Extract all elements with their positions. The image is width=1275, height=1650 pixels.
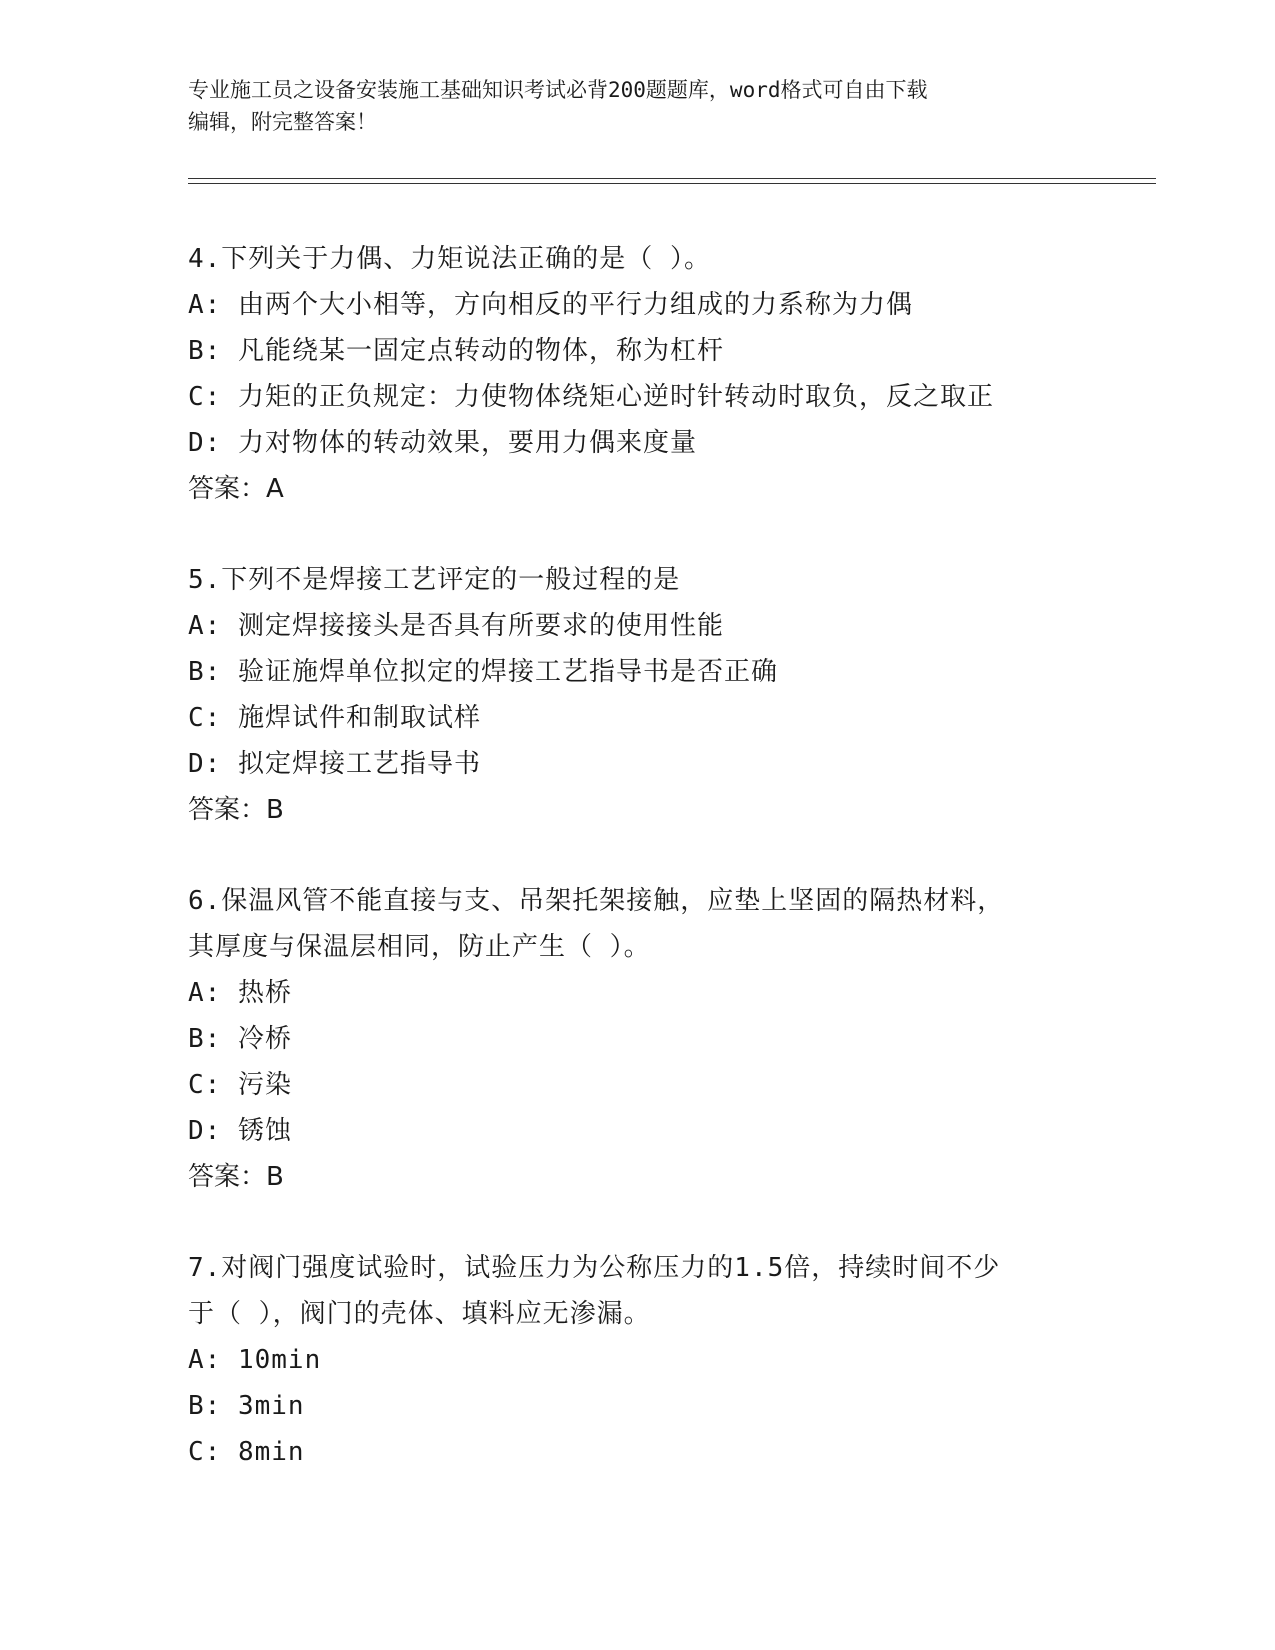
option-c: C: 施焊试件和制取试样: [188, 703, 481, 733]
option-d: D: 锈蚀: [188, 1116, 292, 1146]
header-line-2: 编辑，附完整答案！: [188, 110, 377, 134]
question-4: [188, 236, 1088, 512]
option-d: D: 拟定焊接工艺指导书: [188, 749, 481, 779]
option-a: A: 10min: [188, 1345, 322, 1375]
question-stem-line-1: 7.对阀门强度试验时，试验压力为公称压力的1.5倍，持续时间不少: [188, 1253, 1001, 1283]
header-divider-top: [188, 178, 1156, 179]
header-divider-bottom: [188, 183, 1156, 184]
question-stem-line-1: 6.保温风管不能直接与支、吊架托架接触，应垫上坚固的隔热材料，: [188, 886, 1005, 916]
answer-label: 答案：A: [188, 474, 284, 504]
option-b: B: 冷桥: [188, 1024, 292, 1054]
question-6: [188, 878, 1088, 1200]
header-line-1: 专业施工员之设备安装施工基础知识考试必背200题题库，word格式可自由下载: [188, 78, 928, 102]
question-list: [188, 236, 1088, 1520]
question-stem-line-2: 其厚度与保温层相同，防止产生（ ）。: [188, 932, 651, 962]
question-stem: 4.下列关于力偶、力矩说法正确的是（ ）。: [188, 244, 711, 274]
option-d: D: 力对物体的转动效果，要用力偶来度量: [188, 428, 697, 458]
option-b: B: 3min: [188, 1391, 305, 1421]
answer-label: 答案：B: [188, 795, 284, 825]
question-7: [188, 1245, 1088, 1475]
answer-label: 答案：B: [188, 1162, 284, 1192]
option-c: C: 8min: [188, 1437, 305, 1467]
option-a: A: 热桥: [188, 978, 292, 1008]
question-stem-line-2: 于（ ），阀门的壳体、填料应无渗漏。: [188, 1299, 651, 1329]
option-b: B: 凡能绕某一固定点转动的物体，称为杠杆: [188, 336, 724, 366]
question-stem: 5.下列不是焊接工艺评定的一般过程的是: [188, 565, 681, 595]
option-a: A: 由两个大小相等，方向相反的平行力组成的力系称为力偶: [188, 290, 913, 320]
document-header: [188, 74, 1088, 138]
option-b: B: 验证施焊单位拟定的焊接工艺指导书是否正确: [188, 657, 778, 687]
question-5: [188, 557, 1088, 833]
option-c: C: 力矩的正负规定：力使物体绕矩心逆时针转动时取负，反之取正: [188, 382, 994, 412]
option-a: A: 测定焊接接头是否具有所要求的使用性能: [188, 611, 724, 641]
option-c: C: 污染: [188, 1070, 292, 1100]
